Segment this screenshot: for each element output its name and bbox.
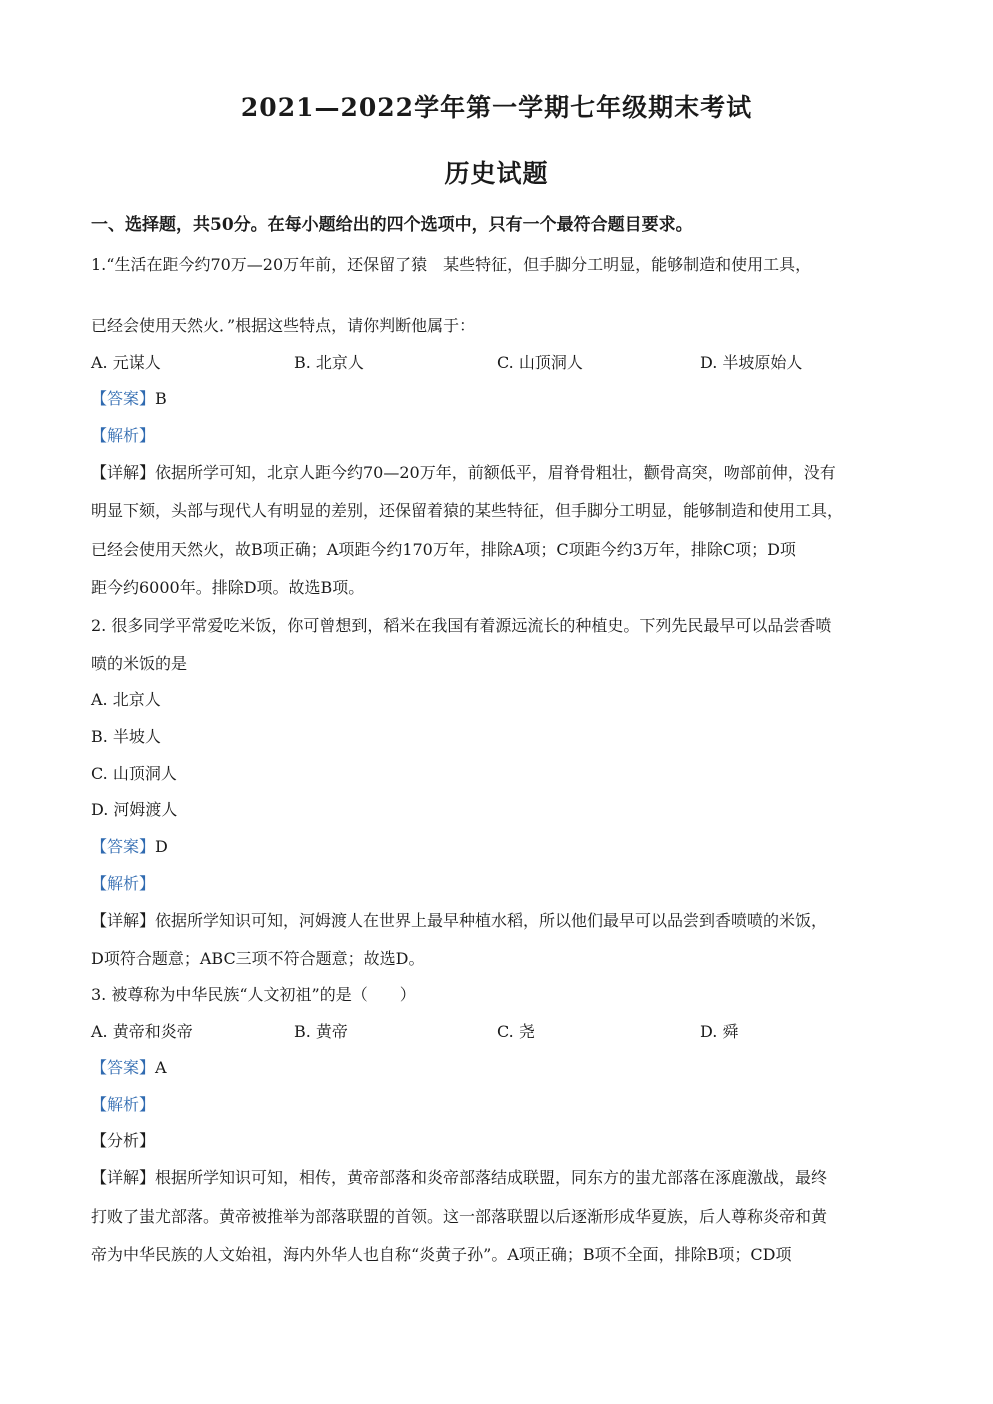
q3-option-b: B. 黄帝 xyxy=(294,1022,348,1041)
q3-detail-line3: 帝为中华民族的人文始祖，海内外华人也自称“炎黄子孙”。A项正确；B项不全面，排除B项；CD项 xyxy=(91,1245,792,1264)
q1-stem-line2: 已经会使用天然火．”根据这些特点，请你判断他属于： xyxy=(91,316,476,335)
q2-option-c: C. 山顶洞人 xyxy=(91,764,177,783)
q2-stem-line2: 喷的米饭的是 xyxy=(91,654,188,673)
answer-tag: 【答案】 xyxy=(91,1058,156,1077)
answer-tag: 【答案】 xyxy=(91,837,156,856)
exam-subtitle: 历史试题 xyxy=(444,159,549,188)
q3-detail-line1: 【详解】根据所学知识可知，相传，黄帝部落和炎帝部落结成联盟，同东方的蚩尤部落在涿鹿激战，最终 xyxy=(91,1168,828,1187)
q1-option-a: A. 元谋人 xyxy=(91,353,161,372)
q3-option-a: A. 黄帝和炎帝 xyxy=(91,1022,193,1041)
q3-analysis-tag: 【解析】 xyxy=(91,1095,156,1114)
q2-detail-line2: D项符合题意；ABC三项不符合题意；故选D。 xyxy=(91,949,425,968)
exam-title: 2021—2022学年第一学期七年级期末考试 xyxy=(240,93,753,122)
q2-option-b: B. 半坡人 xyxy=(91,727,161,746)
q1-stem-line1: 1.“生活在距今约70万—20万年前，还保留了猿 某些特征，但手脚分工明显，能够制造和使用工具， xyxy=(91,255,812,274)
q2-answer xyxy=(91,837,168,857)
answer-tag: 【答案】 xyxy=(91,389,156,408)
q3-stem: 3. 被尊称为中华民族“人文初祖”的是（ ） xyxy=(91,985,416,1004)
q2-answer-value: D xyxy=(155,837,168,856)
q1-option-d: D. 半坡原始人 xyxy=(700,353,803,372)
q2-analysis-tag: 【解析】 xyxy=(91,874,156,893)
q1-answer-value: B xyxy=(155,389,167,408)
q2-option-d: D. 河姆渡人 xyxy=(91,800,178,819)
q1-answer xyxy=(91,389,167,409)
q3-detail-line2: 打败了蚩尤部落。黄帝被推举为部落联盟的首领。这一部落联盟以后逐渐形成华夏族，后人尊称炎帝和黄 xyxy=(91,1207,828,1226)
section-heading: 一、选择题，共50分。在每小题给出的四个选项中，只有一个最符合题目要求。 xyxy=(91,215,693,235)
q1-detail-line2: 明显下颏，头部与现代人有明显的差别，还保留着猿的某些特征，但手脚分工明显，能够制造和使用工具， xyxy=(91,501,844,520)
q2-option-a: A. 北京人 xyxy=(91,690,161,709)
q1-detail-line3: 已经会使用天然火，故B项正确；A项距今约170万年，排除A项；C项距今约3万年，排除C项；D项 xyxy=(91,540,796,559)
q1-option-b: B. 北京人 xyxy=(294,353,364,372)
q3-option-d: D. 舜 xyxy=(700,1022,739,1041)
q1-detail-line1: 【详解】依据所学可知，北京人距今约70—20万年，前额低平，眉脊骨粗壮，颧骨高突，吻部前伸，没有 xyxy=(91,463,836,482)
q3-answer xyxy=(91,1058,167,1078)
q2-stem-line1: 2. 很多同学平常爱吃米饭，你可曾想到，稻米在我国有着源远流长的种植史。下列先民最早可以品尝香喷 xyxy=(91,616,832,635)
q1-option-c: C. 山顶洞人 xyxy=(497,353,583,372)
q1-detail-line4: 距今约6000年。排除D项。故选B项。 xyxy=(91,578,365,597)
q3-answer-value: A xyxy=(155,1058,167,1077)
q2-detail-line1: 【详解】依据所学知识可知，河姆渡人在世界上最早种植水稻，所以他们最早可以品尝到香喷喷的米饭， xyxy=(91,911,828,930)
q3-option-c: C. 尧 xyxy=(497,1022,535,1041)
q1-analysis-tag: 【解析】 xyxy=(91,426,156,445)
q3-fenxi-tag: 【分析】 xyxy=(91,1131,156,1150)
